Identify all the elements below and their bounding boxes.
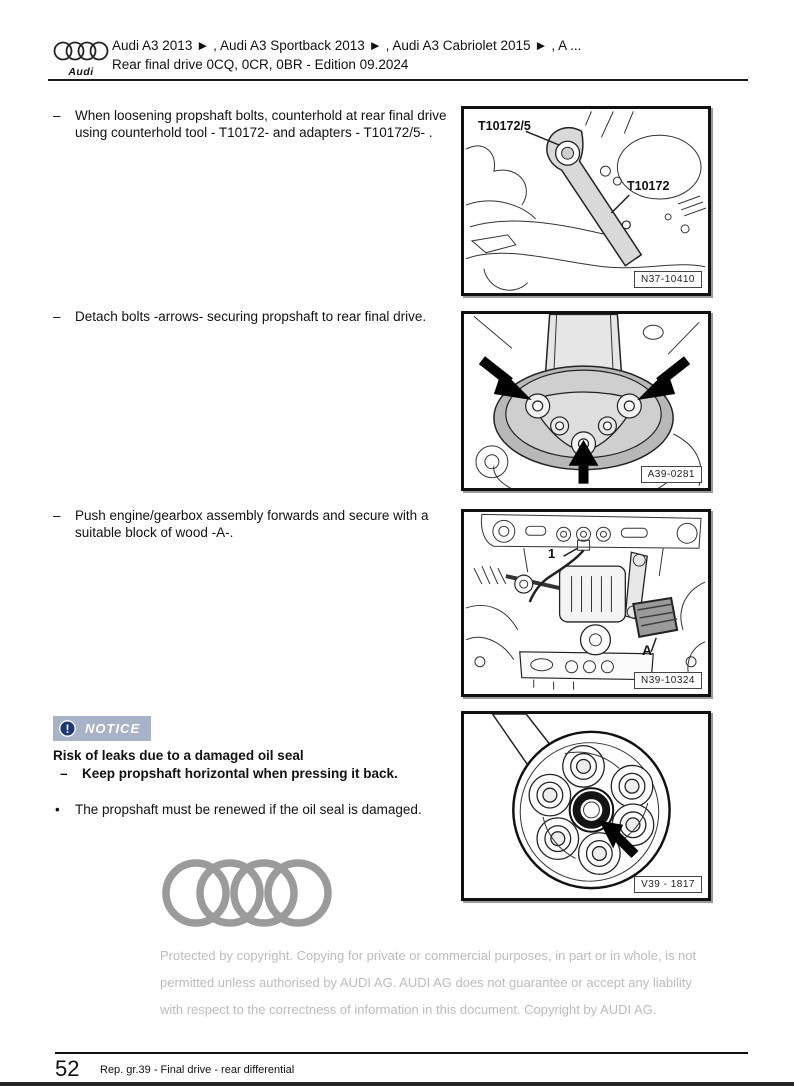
instruction-text: When loosening propshaft bolts, counterhold at rear final drive using counterhold tool - T10172- and adapters - T10172/5- . xyxy=(75,108,447,140)
footer-chapter: Rep. gr.39 - Final drive - rear differential xyxy=(100,1064,295,1076)
dash-bullet: – xyxy=(53,508,61,523)
audi-rings-watermark xyxy=(162,856,332,935)
tool-adapter-label: T10172/5 xyxy=(478,119,531,133)
block-of-wood-illustration xyxy=(464,512,708,694)
bullet-dot: • xyxy=(55,802,60,817)
figure-counterhold-tool xyxy=(461,106,711,296)
dash-bullet: – xyxy=(53,309,61,324)
figure-block-of-wood xyxy=(461,509,711,697)
instruction-step-3 xyxy=(53,507,453,541)
tool-label: T10172 xyxy=(627,179,670,193)
header-divider xyxy=(48,79,748,81)
notice-heading: Risk of leaks due to a damaged oil seal xyxy=(53,748,304,763)
notice-instruction-text: Keep propshaft horizontal when pressing it back. xyxy=(82,766,398,781)
figure-code: N37-10410 xyxy=(634,271,702,288)
audi-rings-icon xyxy=(53,40,109,62)
audi-wordmark: Audi xyxy=(68,66,94,78)
note-item-text: The propshaft must be renewed if the oil seal is damaged. xyxy=(75,802,422,817)
page-bottom-edge xyxy=(0,1082,794,1086)
figure-propshaft-bolts xyxy=(461,311,711,491)
instruction-step-2 xyxy=(53,308,453,325)
copyright-line: Protected by copyright. Copying for private or commercial purposes, in part or in whole, is not xyxy=(160,948,697,963)
footer-divider xyxy=(55,1052,748,1054)
note-item xyxy=(55,802,422,817)
figure-code: N39-10324 xyxy=(634,672,702,689)
notice-instruction xyxy=(60,766,398,781)
wood-block-label: A xyxy=(642,642,653,658)
callout-1-label: 1 xyxy=(548,546,556,561)
notice-label: NOTICE xyxy=(85,721,141,736)
oil-seal-illustration xyxy=(464,714,708,898)
copyright-line: with respect to the correctness of information in this document. Copyright by AUDI AG. xyxy=(160,1002,657,1017)
instruction-text: Detach bolts -arrows- securing propshaft to rear final drive. xyxy=(75,309,427,324)
figure-oil-seal xyxy=(461,711,711,901)
exclamation-icon: ! xyxy=(59,720,76,737)
propshaft-bolts-illustration xyxy=(464,314,708,488)
copyright-line: permitted unless authorised by AUDI AG. AUDI AG does not guarantee or accept any liability xyxy=(160,975,692,990)
dash-bullet: – xyxy=(60,766,68,781)
audi-logo xyxy=(52,40,110,78)
document-header xyxy=(112,36,581,74)
instruction-text: Push engine/gearbox assembly forwards and secure with a suitable block of wood -A-. xyxy=(75,508,429,540)
instruction-step-1 xyxy=(53,107,453,141)
copyright-notice xyxy=(160,942,720,1023)
header-title-subject: Rear final drive 0CQ, 0CR, 0BR - Edition 09.2024 xyxy=(112,57,409,72)
counterhold-tool-illustration xyxy=(464,109,708,293)
figure-code: A39-0281 xyxy=(641,466,702,483)
audi-rings-watermark-icon xyxy=(162,856,332,930)
figure-code: V39 - 1817 xyxy=(634,876,702,893)
notice-badge xyxy=(53,716,151,741)
page-number: 52 xyxy=(55,1056,80,1081)
header-title-models: Audi A3 2013 ► , Audi A3 Sportback 2013 ► , Audi A3 Cabriolet 2015 ► , A ... xyxy=(112,38,582,53)
dash-bullet: – xyxy=(53,108,61,123)
